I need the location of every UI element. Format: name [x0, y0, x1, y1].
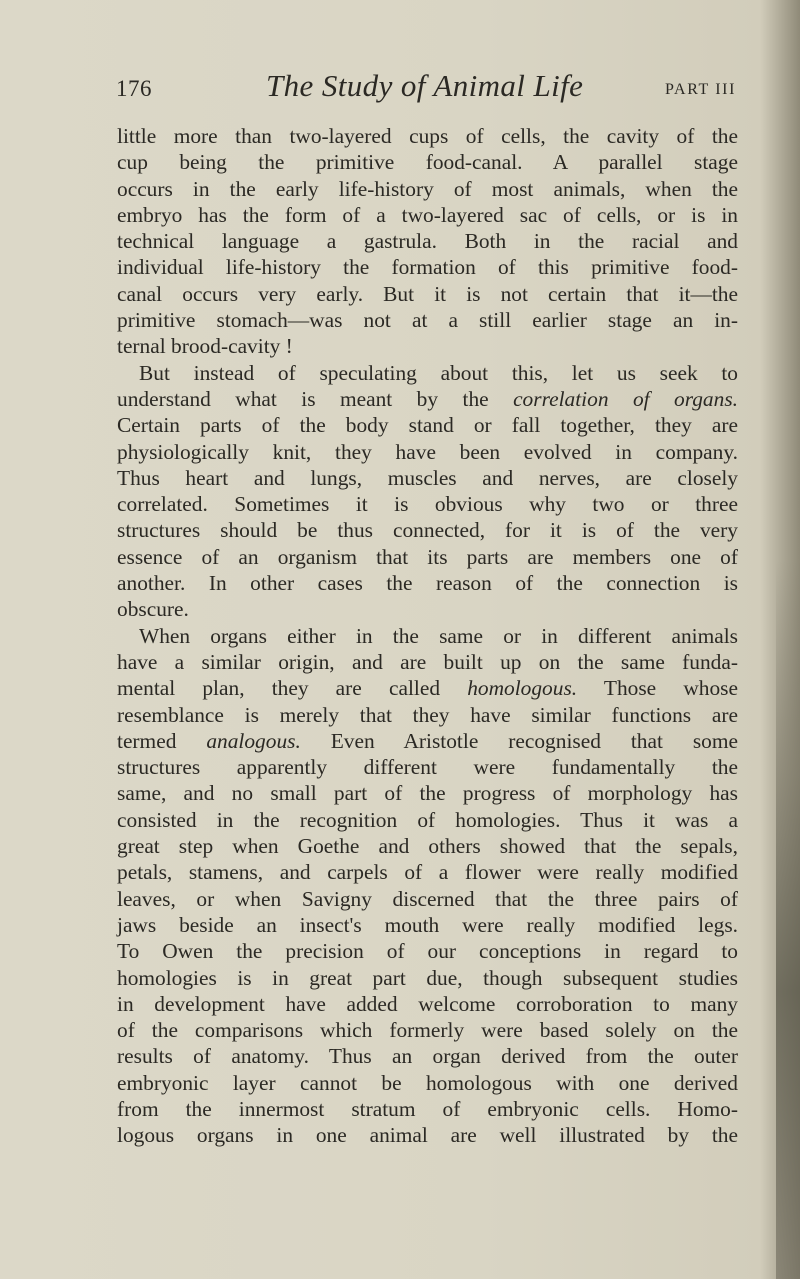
text-line: [117, 728, 738, 754]
text-line: correlated. Sometimes it is obvious why two or three: [117, 492, 738, 517]
text-line: logous organs in one animal are well illustrated by the: [117, 1123, 738, 1148]
text-line: canal occurs very early. But it is not certain that it—the: [117, 281, 738, 306]
text-line: petals, stamens, and carpels of a flower were really modified: [117, 860, 738, 885]
text-line: ternal brood-cavity !: [117, 334, 293, 359]
text-line: Thus heart and lungs, muscles and nerves, are closely: [117, 465, 738, 490]
text-line: structures should be thus connected, for it is of the very: [117, 518, 738, 543]
text-run: Even Aristotle recognised that some: [300, 728, 738, 753]
text-line: have a similar origin, and are built up on the same funda-: [117, 649, 738, 674]
text-line: obscure.: [117, 597, 189, 622]
page-edge-shadow: [776, 560, 800, 1279]
italic-term: analogous.: [206, 728, 301, 753]
text-line: primitive stomach—was not at a still earlier stage an in-: [117, 308, 738, 333]
text-line: consisted in the recognition of homologies. Thus it was a: [117, 807, 738, 832]
text-line: occurs in the early life-history of most animals, when the: [117, 176, 738, 201]
text-line: physiologically knit, they have been evolved in company.: [117, 439, 738, 464]
text-line: from the innermost stratum of embryonic cells. Homo-: [117, 1096, 738, 1121]
text-run: Those whose: [577, 676, 738, 701]
text-line: [117, 675, 738, 701]
text-line: structures apparently different were fundamentally the: [117, 755, 738, 780]
text-line: jaws beside an insect's mouth were really modified legs.: [117, 912, 738, 937]
body-text: [117, 123, 738, 1149]
text-line: embryonic layer cannot be homologous with one derived: [117, 1070, 738, 1095]
text-line: little more than two-layered cups of cells, the cavity of the: [117, 124, 738, 148]
text-line: Certain parts of the body stand or fall together, they are: [117, 413, 738, 438]
italic-term: correlation of organs.: [513, 386, 738, 411]
running-title: The Study of Animal Life: [266, 68, 584, 103]
text-run: mental plan, they are called: [117, 676, 468, 701]
page-number: 176: [116, 76, 152, 101]
text-line: leaves, or when Savigny discerned that the three pairs of: [117, 886, 738, 911]
text-line: To Owen the precision of our conceptions in regard to: [117, 939, 738, 964]
text-line: great step when Goethe and others showed that the sepals,: [117, 834, 738, 859]
text-line: homologies is in great part due, though subsequent studies: [117, 965, 738, 990]
text-line: embryo has the form of a two-layered sac of cells, or is in: [117, 202, 738, 227]
text-line: When organs either in the same or in different animals: [139, 623, 738, 648]
italic-term: homologous.: [467, 676, 578, 701]
text-line: technical language a gastrula. Both in the racial and: [117, 229, 738, 254]
text-run: understand what is meant by the: [117, 386, 514, 411]
text-line: [117, 386, 738, 412]
text-line: of the comparisons which formerly were based solely on the: [117, 1018, 738, 1043]
text-line: individual life-history the formation of this primitive food-: [117, 255, 738, 280]
part-label: PART III: [665, 81, 736, 98]
text-line: But instead of speculating about this, let us seek to: [139, 360, 738, 385]
text-line: cup being the primitive food-canal. A parallel stage: [117, 150, 738, 175]
text-line: results of anatomy. Thus an organ derived from the outer: [117, 1044, 738, 1069]
text-line: in development have added welcome corroboration to many: [117, 991, 738, 1016]
text-line: another. In other cases the reason of the connection is: [117, 571, 738, 596]
text-line: resemblance is merely that they have similar functions are: [117, 702, 738, 727]
text-line: essence of an organism that its parts are members one of: [117, 544, 738, 569]
text-line: same, and no small part of the progress of morphology has: [117, 781, 738, 806]
running-header: [116, 68, 736, 112]
text-run: termed: [117, 728, 207, 753]
